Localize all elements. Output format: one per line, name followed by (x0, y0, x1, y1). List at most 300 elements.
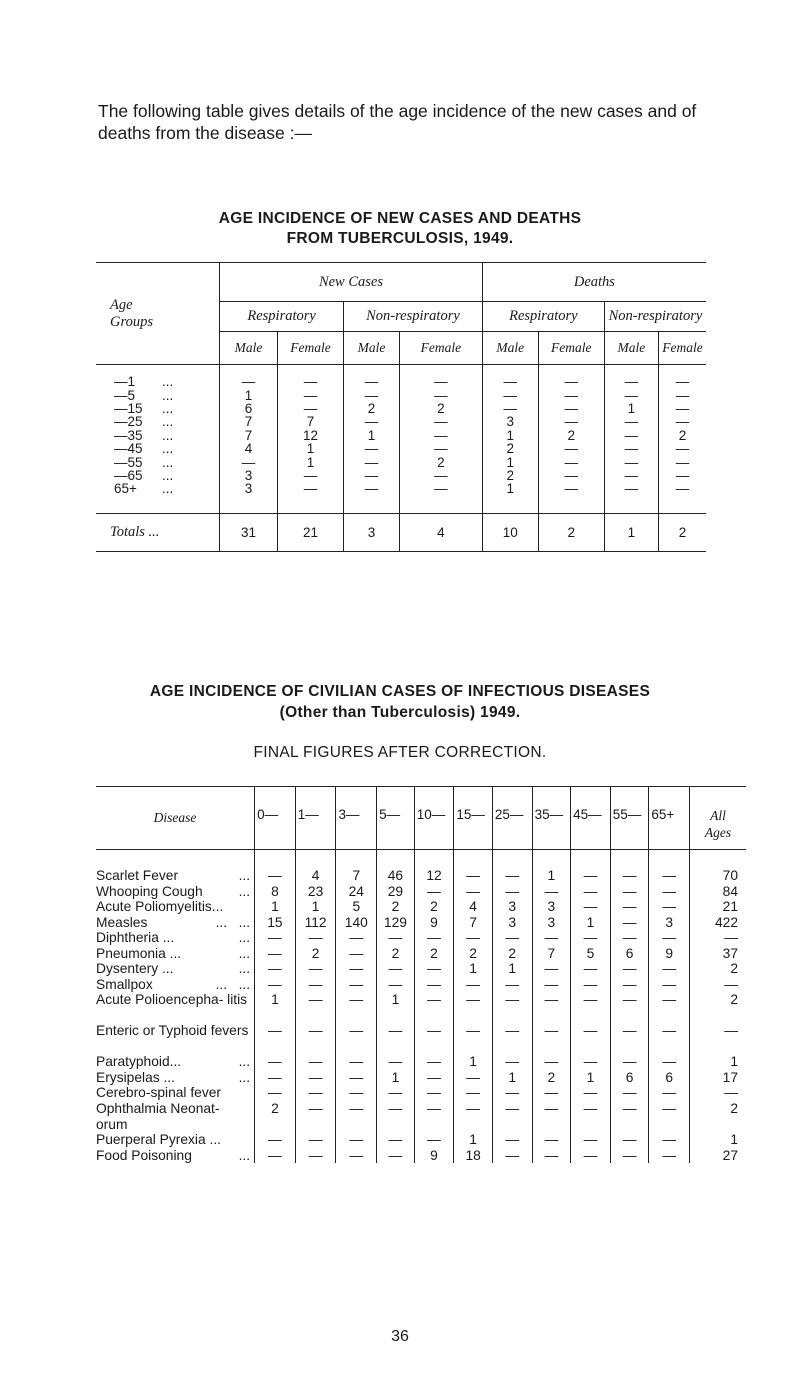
age-cell: 1 (377, 992, 415, 1023)
tb-cell: 2 (658, 429, 706, 442)
tb-row (96, 442, 706, 455)
tb-cell: — (277, 482, 343, 495)
age-cell: 1 (454, 961, 493, 977)
age-cell: — (255, 1054, 296, 1070)
age-cell: — (649, 930, 690, 946)
age-cell: — (532, 1101, 571, 1132)
age-column-header: 1— (295, 787, 336, 850)
tb-cell: — (538, 415, 604, 428)
age-cell: 1 (377, 1070, 415, 1086)
disease-name: Food Poisoning ... (96, 1148, 255, 1164)
disease-name: Acute Polioencepha- litis (96, 992, 255, 1023)
tb-cell: — (658, 482, 706, 495)
tb-cell: — (538, 456, 604, 469)
age-cell: — (255, 1148, 296, 1164)
tb-row (96, 482, 706, 495)
tb-cell: — (658, 402, 706, 415)
age-cell: — (295, 1085, 336, 1101)
tb-cell: — (399, 469, 482, 482)
age-cell: — (414, 961, 454, 977)
all-ages-cell: 27 (722, 1147, 738, 1163)
tb-cell: — (604, 456, 658, 469)
age-cell: — (610, 915, 649, 931)
female-header: Female (658, 332, 706, 365)
age-cell: 1 (255, 992, 296, 1023)
age-cell: — (571, 992, 611, 1023)
tb-cell: 6 (220, 402, 278, 415)
disease-row (96, 1023, 746, 1054)
age-cell: — (492, 1148, 532, 1164)
age-cell: — (454, 930, 493, 946)
age-cell: 129 (377, 915, 415, 931)
age-cell: 3 (649, 915, 690, 931)
age-cell: — (610, 977, 649, 993)
female-header: Female (538, 332, 604, 365)
tb-age-group: —25 ... (114, 414, 174, 430)
disease-name: Pneumonia ... ... (96, 946, 255, 962)
age-cell: 3 (492, 899, 532, 915)
age-cell: — (336, 961, 377, 977)
male-header: Male (220, 332, 278, 365)
tb-cell: 1 (482, 456, 538, 469)
disease-name: Puerperal Pyrexia ... (96, 1132, 255, 1148)
male-header: Male (482, 332, 538, 365)
intro-paragraph: The following table gives details of the age incidence of the new cases and of deaths from the disease :— (98, 101, 697, 143)
tb-cell: 1 (220, 389, 278, 402)
disease-row (96, 930, 746, 946)
tb-cell: 1 (344, 429, 400, 442)
tb-cell: — (344, 389, 400, 402)
age-cell: — (255, 1070, 296, 1086)
disease-row (96, 899, 746, 915)
age-cell: — (532, 992, 571, 1023)
age-cell: 5 (336, 899, 377, 915)
age-cell: — (414, 977, 454, 993)
disease-row (96, 961, 746, 977)
age-column-header: 5— (377, 787, 415, 850)
age-cell: 1 (492, 961, 532, 977)
tb-age-group: —1 ... (114, 374, 174, 390)
age-cell: 3 (532, 899, 571, 915)
tb-row (96, 402, 706, 415)
tb-cell: 7 (220, 415, 278, 428)
tb-cell: — (604, 389, 658, 402)
age-cell: 5 (571, 946, 611, 962)
all-ages-cell: — (724, 1085, 738, 1101)
age-cell: — (610, 1148, 649, 1164)
age-cell: — (610, 1054, 649, 1070)
all-ages-cell: 84 (722, 883, 738, 899)
male-header: Male (604, 332, 658, 365)
tb-cell: 2 (538, 429, 604, 442)
tb-cell: 1 (277, 442, 343, 455)
tb-cell: — (658, 415, 706, 428)
age-cell: — (571, 884, 611, 900)
age-cell: 2 (295, 946, 336, 962)
age-groups-header: Age Groups (96, 263, 220, 365)
disease-row (96, 868, 746, 884)
age-cell: — (532, 930, 571, 946)
age-cell: 3 (492, 915, 532, 931)
age-cell: — (649, 884, 690, 900)
disease-row (96, 992, 746, 1023)
age-cell: — (610, 992, 649, 1023)
tb-row (96, 469, 706, 482)
new-cases-header: New Cases (220, 263, 483, 302)
age-cell: — (649, 977, 690, 993)
age-cell: — (532, 884, 571, 900)
age-cell: — (295, 977, 336, 993)
age-cell: 9 (414, 915, 454, 931)
age-cell: — (571, 1148, 611, 1164)
tb-cell: — (604, 442, 658, 455)
age-cell: — (649, 1101, 690, 1132)
age-cell: 2 (454, 946, 493, 962)
tb-cell: — (604, 415, 658, 428)
age-cell: — (454, 977, 493, 993)
tb-total-cell: 2 (538, 514, 604, 552)
disease-row (96, 1148, 746, 1164)
tb-cell: — (658, 456, 706, 469)
age-cell: — (532, 1054, 571, 1070)
tuberculosis-table (96, 262, 706, 552)
tb-cell: 12 (277, 429, 343, 442)
tb-cell: — (277, 365, 343, 389)
age-cell: — (649, 1023, 690, 1054)
age-cell: 15 (255, 915, 296, 931)
age-cell: — (571, 930, 611, 946)
age-cell: 6 (610, 1070, 649, 1086)
tb-cell: 2 (399, 402, 482, 415)
all-ages-cell: 1 (730, 1054, 738, 1070)
disease-name: Dysentery ... ... (96, 961, 255, 977)
disease-row (96, 1132, 746, 1148)
age-column-header: 3— (336, 787, 377, 850)
age-cell: 2 (492, 946, 532, 962)
tb-row (96, 429, 706, 442)
tb-age-group: —45 ... (114, 441, 174, 457)
tb-age-group: —55 ... (114, 454, 174, 470)
age-column-header: 0— (255, 787, 296, 850)
age-cell: — (610, 1101, 649, 1132)
age-cell: 1 (454, 1054, 493, 1070)
tb-cell: — (344, 482, 400, 495)
age-cell: — (571, 868, 611, 884)
age-cell: — (610, 961, 649, 977)
tb-total-cell: 4 (399, 514, 482, 552)
disease-row (96, 1101, 746, 1132)
age-cell: — (571, 1054, 611, 1070)
age-cell: 2 (377, 946, 415, 962)
age-cell: — (377, 961, 415, 977)
age-cell: 46 (377, 868, 415, 884)
age-cell: 23 (295, 884, 336, 900)
female-header: Female (399, 332, 482, 365)
page-number: 36 (391, 1328, 409, 1345)
tb-cell: — (399, 429, 482, 442)
age-cell: — (414, 992, 454, 1023)
age-cell: 1 (571, 1070, 611, 1086)
age-cell: — (377, 1101, 415, 1132)
tb-cell: 1 (482, 482, 538, 495)
age-cell: — (377, 1148, 415, 1164)
age-cell: 18 (454, 1148, 493, 1164)
age-cell: — (414, 1132, 454, 1148)
age-cell: — (571, 961, 611, 977)
age-column-header: 55— (610, 787, 649, 850)
age-cell: 6 (610, 946, 649, 962)
all-ages-cell: 70 (722, 868, 738, 883)
age-cell: — (454, 884, 493, 900)
age-cell: — (649, 961, 690, 977)
tb-age-group: —35 ... (114, 427, 174, 443)
deaths-respiratory-header: Respiratory (482, 302, 604, 332)
age-cell: 7 (454, 915, 493, 931)
all-ages-cell: 17 (722, 1069, 738, 1085)
age-cell: — (610, 1023, 649, 1054)
age-cell: 1 (532, 868, 571, 884)
tb-cell: 3 (220, 482, 278, 495)
age-cell: 8 (255, 884, 296, 900)
age-cell: — (377, 930, 415, 946)
age-cell: 9 (414, 1148, 454, 1164)
infectious-diseases-table (96, 786, 746, 1163)
tb-cell: — (482, 389, 538, 402)
age-cell: 2 (377, 899, 415, 915)
inf-spacer-row (96, 850, 746, 869)
age-cell: — (414, 930, 454, 946)
age-cell: — (414, 1070, 454, 1086)
new-respiratory-header: Respiratory (220, 302, 344, 332)
age-cell: — (571, 977, 611, 993)
tb-cell: 1 (482, 429, 538, 442)
age-cell: 7 (336, 868, 377, 884)
age-cell: — (454, 1085, 493, 1101)
female-header: Female (277, 332, 343, 365)
tb-cell: — (538, 402, 604, 415)
all-ages-cell: 422 (714, 914, 738, 930)
tb-cell: — (538, 365, 604, 389)
disease-row (96, 1070, 746, 1086)
age-cell: — (377, 1023, 415, 1054)
age-cell: 24 (336, 884, 377, 900)
age-cell: — (336, 1070, 377, 1086)
tb-row (96, 365, 706, 389)
age-column-header: 35— (532, 787, 571, 850)
tb-cell: 7 (220, 429, 278, 442)
age-cell: 1 (492, 1070, 532, 1086)
male-header: Male (344, 332, 400, 365)
tb-cell: — (277, 402, 343, 415)
disease-name: Whooping Cough ... (96, 884, 255, 900)
tb-cell: 3 (482, 415, 538, 428)
inf-subtitle: FINAL FIGURES AFTER CORRECTION. (253, 744, 547, 761)
age-cell: 2 (414, 899, 454, 915)
tb-cell: 2 (482, 442, 538, 455)
age-cell: — (454, 868, 493, 884)
age-cell: — (295, 1070, 336, 1086)
tb-row (96, 415, 706, 428)
tb-cell: — (399, 365, 482, 389)
age-cell: — (492, 884, 532, 900)
age-cell: — (336, 930, 377, 946)
age-cell: — (295, 1054, 336, 1070)
age-cell: — (295, 930, 336, 946)
age-cell: — (649, 1132, 690, 1148)
tb-cell: — (220, 456, 278, 469)
tb-cell: 1 (277, 456, 343, 469)
disease-name: Measles ... ... (96, 915, 255, 931)
age-cell: — (571, 1085, 611, 1101)
age-cell: — (454, 1070, 493, 1086)
age-cell: — (649, 1054, 690, 1070)
tb-cell: — (220, 365, 278, 389)
age-cell: 4 (454, 899, 493, 915)
tb-cell: — (344, 365, 400, 389)
tb-cell: — (604, 469, 658, 482)
tb-cell: — (604, 429, 658, 442)
disease-name: Paratyphoid... ... (96, 1054, 255, 1070)
age-cell: — (295, 1132, 336, 1148)
tb-spacer-row (96, 496, 706, 514)
age-cell: 6 (649, 1070, 690, 1086)
tb-cell: 2 (399, 456, 482, 469)
age-cell: — (414, 1023, 454, 1054)
disease-name: Cerebro-spinal fever (96, 1085, 255, 1101)
age-cell: — (255, 977, 296, 993)
age-cell: — (492, 992, 532, 1023)
age-cell: 9 (649, 946, 690, 962)
tb-total-cell: 31 (220, 514, 278, 552)
tb-total-cell: 3 (344, 514, 400, 552)
age-cell: 1 (295, 899, 336, 915)
age-column-header: 25— (492, 787, 532, 850)
age-cell: — (454, 992, 493, 1023)
tb-cell: — (482, 365, 538, 389)
age-cell: — (255, 961, 296, 977)
age-cell: 1 (255, 899, 296, 915)
tb-age-group: —5 ... (114, 387, 174, 403)
tb-cell: — (658, 389, 706, 402)
age-cell: — (454, 1101, 493, 1132)
tb-cell: — (399, 415, 482, 428)
tb-cell: 4 (220, 442, 278, 455)
age-column-header: 45— (571, 787, 611, 850)
age-cell: — (255, 1023, 296, 1054)
all-ages-cell: 37 (722, 945, 738, 961)
age-cell: 3 (532, 915, 571, 931)
all-ages-cell: 2 (730, 1101, 738, 1117)
age-cell: — (377, 1132, 415, 1148)
age-cell: — (532, 961, 571, 977)
age-cell: — (532, 1023, 571, 1054)
age-cell: — (532, 1085, 571, 1101)
age-cell: — (610, 1085, 649, 1101)
disease-name: Smallpox ... ... (96, 977, 255, 993)
tb-cell: — (538, 442, 604, 455)
age-cell: — (336, 992, 377, 1023)
age-cell: — (336, 1085, 377, 1101)
age-cell: — (649, 1085, 690, 1101)
all-ages-cell: — (724, 976, 738, 992)
age-column-header: 10— (414, 787, 454, 850)
disease-row (96, 915, 746, 931)
tb-cell: — (482, 402, 538, 415)
age-cell: — (295, 1023, 336, 1054)
new-nonrespiratory-header: Non-respiratory (344, 302, 483, 332)
age-cell: — (649, 992, 690, 1023)
all-ages-cell: — (724, 930, 738, 946)
all-ages-header: All Ages (690, 787, 746, 850)
age-cell: — (295, 992, 336, 1023)
age-cell: — (336, 1054, 377, 1070)
age-cell: — (377, 1054, 415, 1070)
tb-age-group: 65+ ... (114, 481, 174, 497)
age-cell: — (571, 1101, 611, 1132)
disease-name: Ophthalmia Neonat- orum (96, 1101, 255, 1132)
tb-title-line1: AGE INCIDENCE OF NEW CASES AND DEATHS (218, 210, 582, 227)
age-cell: — (295, 1148, 336, 1164)
age-cell: 140 (336, 915, 377, 931)
disease-name: Enteric or Typhoid fevers (96, 1023, 255, 1054)
age-cell: — (492, 1054, 532, 1070)
inf-title-line2: (Other than Tuberculosis) 1949. (279, 704, 521, 721)
age-cell: — (255, 930, 296, 946)
age-cell: — (295, 961, 336, 977)
age-cell: — (610, 868, 649, 884)
age-cell: — (649, 1148, 690, 1164)
age-cell: — (610, 884, 649, 900)
age-cell: — (414, 1085, 454, 1101)
tb-cell: — (658, 469, 706, 482)
age-cell: — (336, 946, 377, 962)
tb-cell: — (658, 365, 706, 389)
age-cell: — (610, 1132, 649, 1148)
disease-row (96, 884, 746, 900)
all-ages-cell: — (724, 1023, 738, 1039)
tb-cell: 7 (277, 415, 343, 428)
tb-total-cell: 2 (658, 514, 706, 552)
age-cell: — (571, 1132, 611, 1148)
age-cell: — (295, 1101, 336, 1132)
tb-total-cell: 10 (482, 514, 538, 552)
age-cell: — (377, 1085, 415, 1101)
age-cell: — (532, 1132, 571, 1148)
tb-age-group: —15 ... (114, 400, 174, 416)
age-cell: — (336, 1132, 377, 1148)
age-cell: — (610, 930, 649, 946)
tb-cell: — (344, 456, 400, 469)
age-cell: 7 (532, 946, 571, 962)
age-cell: — (492, 868, 532, 884)
disease-header: Disease (96, 787, 255, 850)
age-cell: — (255, 946, 296, 962)
age-cell: — (492, 930, 532, 946)
all-ages-cell: 1 (730, 1132, 738, 1148)
all-ages-cell: 2 (730, 992, 738, 1008)
disease-row (96, 1085, 746, 1101)
tb-cell: — (399, 389, 482, 402)
age-cell: 1 (454, 1132, 493, 1148)
age-cell: — (336, 1148, 377, 1164)
age-cell: — (255, 1085, 296, 1101)
age-cell: — (532, 1148, 571, 1164)
tb-cell: — (538, 389, 604, 402)
all-ages-cell: 21 (722, 899, 738, 915)
tb-cell: 3 (220, 469, 278, 482)
inf-title-line1: AGE INCIDENCE OF CIVILIAN CASES OF INFECTIOUS DISEASES (149, 683, 651, 700)
age-cell: 2 (255, 1101, 296, 1132)
